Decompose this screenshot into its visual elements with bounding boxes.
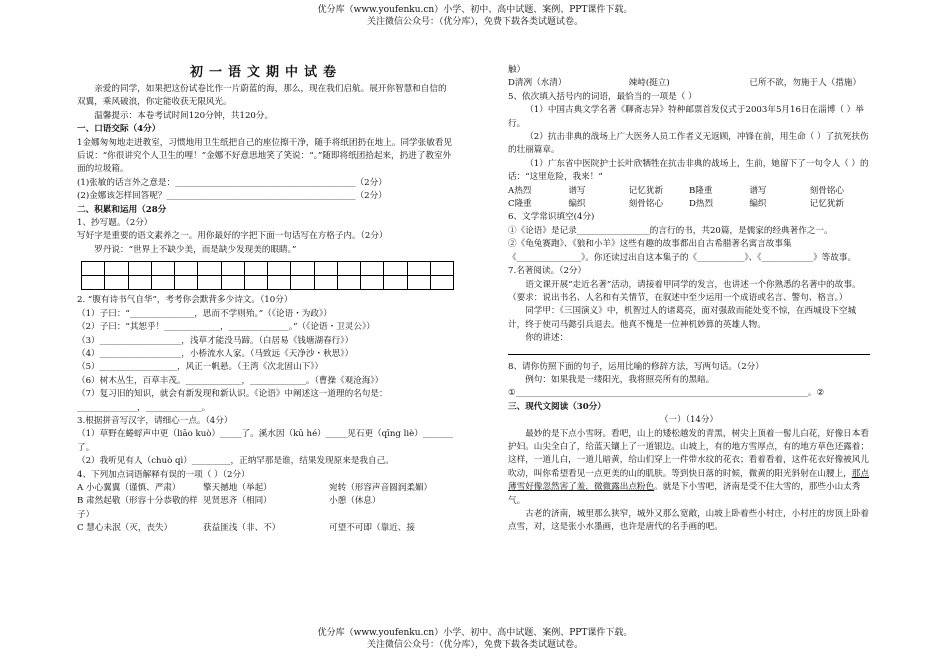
option-c-continued: 触） — [508, 65, 526, 75]
underlined-sentence: 那点薄雪好像忽然害了羞，微微露出点粉色 — [508, 468, 869, 493]
option-a-row — [77, 482, 455, 495]
q5-option: C隆重 — [508, 199, 532, 210]
q5-option: D热烈 — [688, 199, 714, 210]
right-column — [508, 64, 870, 535]
intro-tip: 温馨提示：本卷考试时间120分钟，共120分。 — [94, 110, 274, 121]
poem-item: （5）__________________，风正一帆悬。（王湾《次北固山下》） — [77, 362, 324, 373]
q7: 7.名著阅读。（2分） — [508, 266, 587, 277]
q7-instruction: 语文课开展“走近名著”活动，请接着甲同学的发言，也讲述一个你熟悉的名著中的故事。（要求：说出书名、人名和有关情节，在叙述中至少运用一个成语或名言、警句、格言。） — [508, 279, 861, 303]
reading-paragraph-1 — [508, 428, 870, 508]
page-footer — [0, 627, 950, 651]
option-c-1: C 慧心未泯（灭，丧失） — [77, 523, 173, 534]
s2-q3-b: （2）我听见有人（chuò qì）_________，正纳罕那是谁，结果发现原来是我自己。 — [77, 456, 394, 467]
option-d-3: 已所不欲，勿施于人（措施） — [749, 78, 862, 89]
q5-option: 编织 — [568, 199, 586, 210]
s2-q2: 2. “腹有诗书气自华”，考考你会默背多少诗文。（10分） — [77, 295, 293, 306]
q5-3: （1）广东省中医院护士长叶欣牺牲在抗击非典的战场上，生前，她留下了一句令人（ ）的话：“这里危险，我来！” — [508, 158, 869, 183]
poem-item: （2）子曰：“其恕乎！_____________，______________。”（《论语・卫灵公》） — [77, 322, 375, 333]
q8-answer-1: ①____________________________________________________________________。② — [508, 388, 825, 399]
poem-item: （1）子曰：“_______________，思而不学则殆。”（《论语・为政》） — [77, 308, 332, 319]
s1-question-2: (2)金娜该怎样回答呢？____________________________________________（2分） — [77, 191, 387, 202]
header-line-2: 关注微信公众号：（优分库），免费下载各类试题试卷。 — [366, 17, 583, 27]
option-d-2: 竦峙(挺立) — [628, 78, 670, 89]
q5-option: B隆重 — [688, 185, 713, 196]
s2-q3-a: （1）草野在蜷蜉声中更（liāo kuò）_____了。溪水因（kū hé）_____见石更（qīng liè）_______了。 — [77, 429, 453, 453]
option-c-row — [77, 522, 455, 535]
q5-options-row-2 — [508, 198, 870, 211]
s2-q1-quote: 罗丹说：“世界上不缺少美，而是缺少发现美的眼睛。” — [94, 244, 297, 255]
header-line-1: 优分库（www.youfenku.cn）小学、初中、高中试题、案例、PPT课件下载。 — [317, 5, 633, 15]
q8-example: 例句：如果我是一缕阳光，我将照亮所有的黑暗。 — [525, 374, 715, 385]
s2-q3: 3.根据拼音写汉字，请细心一点。（4分） — [77, 415, 233, 426]
s2-q1: 1、抄写题。（2分） — [77, 218, 153, 229]
page-header — [0, 4, 950, 28]
reading-text: 最妙的是下点小雪呀。看吧，山上的矮松越发的青黑，树尖上顶着一髻儿白花，好像日本看护妇。山尖全白了，给蓝天镶上了一道银边。山坡上，有的地方雪厚点，有的地方草色还露着；这样，一道儿白，一道儿暗黄，给山们穿上一件带水纹的花衣；看着看着，这件花衣好像被风儿吹动，叫你希望看见一点更美的山的肌肤。等到快日落的时候，微黄的阳光斜射在山腰上， — [508, 428, 869, 479]
left-column — [77, 64, 455, 536]
option-d-1: D清冽（水清） — [508, 78, 567, 89]
q6-2: ②《龟兔赛跑》、《狼和小羊》这些有趣的故事都出自古希腊著名寓言故事集《_______________》。你还读过出自这本集子的《___________》、《____________》等故事。 — [508, 239, 857, 263]
q6: 6、文学常识填空(4分) — [508, 212, 595, 223]
q5-option: 刻骨铭心 — [809, 185, 845, 196]
q5-option: A热烈 — [508, 185, 532, 196]
section-1-heading: 一、口语交际（4分） — [77, 124, 161, 135]
reading-paragraph-2: 古老的济南，城里那么狭窄，城外又那么宽敞，山坡上卧着些小村庄，小村庄的房顶上卧着点雪，对，这是张小水墨画，也许是唐代的名手画的吧。 — [508, 509, 869, 533]
option-b-row — [77, 495, 455, 522]
q7-answer-label: 你的讲述： — [525, 333, 569, 344]
poem-list — [77, 308, 455, 415]
option-b-3: 小憩（休息） — [329, 496, 381, 507]
q5-option: 谱写 — [749, 185, 767, 196]
writing-grid[interactable] — [81, 261, 454, 290]
option-c-2: 获益匪浅（非、不） — [203, 523, 281, 534]
q5-option: 谱写 — [568, 185, 586, 196]
q5-option: 记忆犹新 — [809, 199, 845, 210]
q7-example: 同学甲：《三国演义》中，机智过人的诸葛亮，面对强敌而能处变不惊，在西城设下空城计，终于使司马懿引兵退去。他真不愧是一位神机妙算的英雄人物。 — [508, 306, 857, 330]
footer-line-2: 关注微信公众号：（优分库），免费下载各类试题试卷。 — [366, 640, 583, 650]
option-c-3: 可望不可即（靠近、接 — [329, 523, 415, 534]
poem-item: （3）___________________，浅草才能没马蹄。（白居易《钱塘湖春行》） — [77, 335, 354, 346]
q5: 5、依次填入括号内的词语，最恰当的一项是（ ） — [508, 91, 697, 102]
section-3-subheading: （一）（14分） — [659, 415, 719, 426]
option-b-2: 见贤思齐（相同） — [203, 496, 272, 507]
q5-options-row-1 — [508, 185, 870, 198]
s1-question-1: (1)张敏的话言外之意是：__________________________________________（2分） — [77, 177, 387, 188]
intro-paragraph: 亲爱的同学，如果把这份试卷比作一片蔚蓝的海，那么，现在我们启航。展开你智慧和自信的双翼，乘风破浪，你定能收获无限风光。 — [77, 84, 447, 108]
section-2-heading: 二、积累和运用（28分 — [77, 204, 167, 215]
q6-1: ①《论语》是记录_________________的言行的书，共20篇，是儒家的经典著作之一。 — [508, 225, 833, 236]
poem-item: （4）___________________，小桥流水人家。（马致远《天净沙・秋思》） — [77, 348, 354, 359]
footer-line-1: 优分库（www.youfenku.cn）小学、初中、高中试题、案例、PPT课件下载。 — [317, 628, 633, 638]
poem-item: （6）树木丛生，百草丰茂。_____________，_____________。（曹操《观沧海》） — [77, 375, 384, 386]
option-a-1: A 小心翼翼（谨慎、严肃） — [77, 482, 181, 493]
option-d-row — [508, 77, 870, 90]
s2-q4: 4、下列加点词语解释有误的一项（ ）（2分） — [77, 469, 250, 480]
section-3-heading: 三、现代文阅读（30分） — [508, 401, 606, 412]
q5-1: （1）中国古典文学名著《聊斋志异》特种邮票首发仪式于2003年5月16日在淄博（ ）举行。 — [508, 105, 864, 129]
option-a-3: 宛转（形容声音圆润柔媚） — [329, 482, 433, 493]
reading-text: 。就是下小雪吧，济南是受不住大雪的，那些小山太秀气。 — [508, 482, 861, 506]
option-a-2: 擎天撼地（举起） — [203, 482, 272, 493]
option-b-1: B 肃然起敬（形容十分恭敬的样子） — [77, 496, 198, 520]
s1-passage: 1金娜匆匆地走进教室，习惯地用卫生纸把自己的座位擦干净，随手将纸团扔在地上。同学张敏看见后说：“你很讲究个人卫生的哩！”金娜不好意思地笑了笑说：“。”随即将纸团拾起来，扔进了教室外面的垃圾箱。 — [77, 137, 453, 175]
q5-option: 编织 — [749, 199, 767, 210]
answer-line[interactable] — [508, 346, 870, 355]
exam-title: 初一语文期中试卷 — [189, 65, 342, 80]
poem-item: （7）复习旧的知识，就会有新发现和新认识。《论语》中阐述这一道理的名句是：______________，_____________。 — [77, 389, 388, 413]
q5-option: 刻骨铭心 — [628, 199, 664, 210]
q8: 8、请你仿照下面的句子，运用比喻的修辞方法，写两句话。（2分） — [508, 361, 764, 372]
s2-q1-instruction: 写好字是重要的语文素养之一。用你最好的字把下面一句话写在方格子内。（2分） — [77, 231, 388, 242]
q5-2: （2）抗击非典的战场上广大医务人员工作者义无返顾，冲锋在前，用生命（ ）了抗死扶伤的壮丽篇章。 — [508, 132, 869, 156]
q5-option: 记忆犹新 — [628, 185, 664, 196]
